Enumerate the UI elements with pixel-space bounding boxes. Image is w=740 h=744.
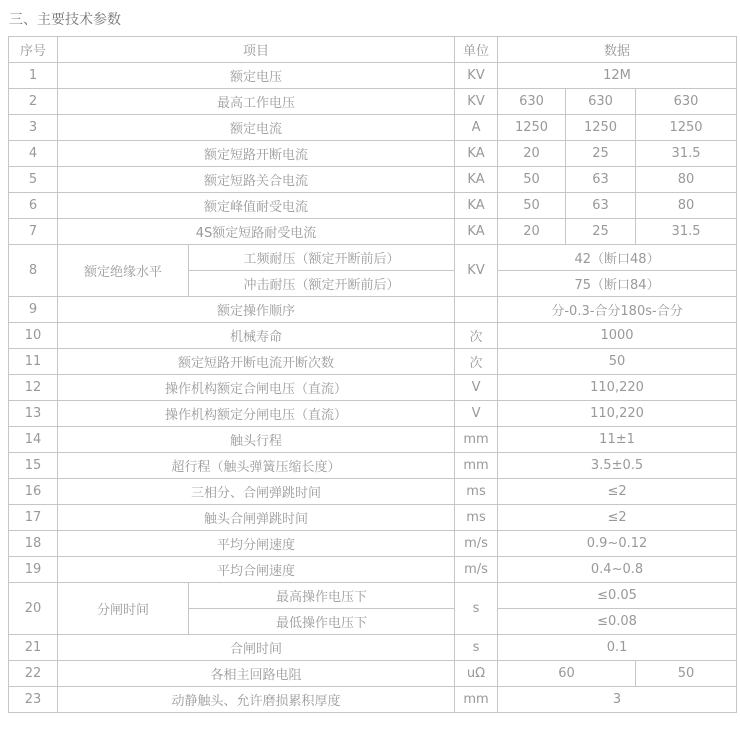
table-cell: KV — [455, 89, 498, 115]
table-row — [9, 349, 737, 375]
table-cell: 额定短路开断电流开断次数 — [58, 349, 455, 375]
table-cell: 超行程（触头弹簧压缩长度） — [58, 453, 455, 479]
table-row — [9, 661, 737, 687]
table-cell: 6 — [9, 193, 58, 219]
table-cell: 2 — [9, 89, 58, 115]
table-row — [9, 531, 737, 557]
table-cell: s — [455, 583, 498, 635]
table-cell: 50 — [498, 349, 737, 375]
table-cell: ms — [455, 505, 498, 531]
table-cell: 额定短路关合电流 — [58, 167, 455, 193]
table-cell: ms — [455, 479, 498, 505]
table-cell: V — [455, 375, 498, 401]
table-cell: 机械寿命 — [58, 323, 455, 349]
table-cell: 25 — [566, 141, 636, 167]
table-cell: 60 — [498, 661, 636, 687]
table-cell: 80 — [636, 193, 737, 219]
table-row — [9, 323, 737, 349]
table-cell: 42（断口48） — [498, 245, 737, 271]
table-cell: 7 — [9, 219, 58, 245]
table-cell: 额定操作顺序 — [58, 297, 455, 323]
table-row — [9, 427, 737, 453]
table-cell: 18 — [9, 531, 58, 557]
table-cell: 11 — [9, 349, 58, 375]
table-cell: 21 — [9, 635, 58, 661]
table-cell: 15 — [9, 453, 58, 479]
table-row — [9, 479, 737, 505]
table-row — [9, 401, 737, 427]
header-cell-index: 序号 — [9, 37, 58, 63]
table-cell: 1250 — [566, 115, 636, 141]
table-row — [9, 219, 737, 245]
table-cell: 0.4~0.8 — [498, 557, 737, 583]
header-cell-data: 数据 — [498, 37, 737, 63]
table-cell: 50 — [636, 661, 737, 687]
table-cell: 1 — [9, 63, 58, 89]
table-row — [9, 115, 737, 141]
table-row — [9, 583, 737, 609]
table-cell: 次 — [455, 323, 498, 349]
table-cell: 50 — [498, 193, 566, 219]
table-cell: 4 — [9, 141, 58, 167]
table-cell: 630 — [498, 89, 566, 115]
table-cell: KV — [455, 245, 498, 297]
header-cell-item: 项目 — [58, 37, 455, 63]
table-row — [9, 375, 737, 401]
table-cell: 31.5 — [636, 219, 737, 245]
table-cell: 4S额定短路耐受电流 — [58, 219, 455, 245]
table-cell: 0.9~0.12 — [498, 531, 737, 557]
table-cell: mm — [455, 453, 498, 479]
table-cell: 20 — [9, 583, 58, 635]
table-cell: 10 — [9, 323, 58, 349]
table-cell: 22 — [9, 661, 58, 687]
table-row — [9, 453, 737, 479]
table-cell: 3 — [9, 115, 58, 141]
table-cell — [455, 297, 498, 323]
table-cell: 20 — [498, 219, 566, 245]
table-row — [9, 297, 737, 323]
table-cell: 12 — [9, 375, 58, 401]
table-cell: KA — [455, 193, 498, 219]
table-cell: ≤0.08 — [498, 609, 737, 635]
table-cell: 操作机构额定分闸电压（直流） — [58, 401, 455, 427]
table-cell: 110,220 — [498, 401, 737, 427]
table-cell: 8 — [9, 245, 58, 297]
table-cell: mm — [455, 427, 498, 453]
table-cell: mm — [455, 687, 498, 713]
table-cell: 工频耐压（额定开断前后） — [189, 245, 455, 271]
table-cell: 动静触头、允许磨损累积厚度 — [58, 687, 455, 713]
table-cell: 14 — [9, 427, 58, 453]
table-cell: 63 — [566, 167, 636, 193]
table-cell: 三相分、合闸弹跳时间 — [58, 479, 455, 505]
table-cell: 17 — [9, 505, 58, 531]
table-cell: 25 — [566, 219, 636, 245]
table-cell: m/s — [455, 531, 498, 557]
table-cell: 0.1 — [498, 635, 737, 661]
table-cell: ≤0.05 — [498, 583, 737, 609]
table-cell: 20 — [498, 141, 566, 167]
table-cell: 触头合闸弹跳时间 — [58, 505, 455, 531]
table-cell: 13 — [9, 401, 58, 427]
table-cell: 3 — [498, 687, 737, 713]
table-cell: 63 — [566, 193, 636, 219]
table-cell: 50 — [498, 167, 566, 193]
table-row — [9, 63, 737, 89]
table-row — [9, 193, 737, 219]
table-cell: 1250 — [498, 115, 566, 141]
table-cell: 75（断口84） — [498, 271, 737, 297]
table-cell: 630 — [566, 89, 636, 115]
table-cell: 操作机构额定合闸电压（直流） — [58, 375, 455, 401]
table-cell: KA — [455, 141, 498, 167]
table-cell: 19 — [9, 557, 58, 583]
table-cell: 最高操作电压下 — [189, 583, 455, 609]
table-cell: 各相主回路电阻 — [58, 661, 455, 687]
table-cell: 80 — [636, 167, 737, 193]
table-cell: KA — [455, 219, 498, 245]
table-cell: 最低操作电压下 — [189, 609, 455, 635]
table-row — [9, 245, 737, 271]
table-cell: 分闸时间 — [58, 583, 189, 635]
table-row — [9, 89, 737, 115]
table-row — [9, 167, 737, 193]
table-cell: 16 — [9, 479, 58, 505]
tech-params-table — [8, 36, 737, 713]
table-cell: 触头行程 — [58, 427, 455, 453]
table-header-row — [9, 37, 737, 63]
table-cell: s — [455, 635, 498, 661]
table-cell: ≤2 — [498, 505, 737, 531]
table-cell: 110,220 — [498, 375, 737, 401]
table-cell: 平均分闸速度 — [58, 531, 455, 557]
table-cell: 额定绝缘水平 — [58, 245, 189, 297]
table-cell: V — [455, 401, 498, 427]
table-cell: 最高工作电压 — [58, 89, 455, 115]
table-cell: ≤2 — [498, 479, 737, 505]
table-cell: 1000 — [498, 323, 737, 349]
table-cell: 11±1 — [498, 427, 737, 453]
table-cell: 额定电流 — [58, 115, 455, 141]
table-row — [9, 635, 737, 661]
table-row — [9, 505, 737, 531]
table-row — [9, 557, 737, 583]
table-cell: 23 — [9, 687, 58, 713]
table-cell: KA — [455, 167, 498, 193]
table-cell: KV — [455, 63, 498, 89]
table-cell: 冲击耐压（额定开断前后） — [189, 271, 455, 297]
table-cell: 平均合闸速度 — [58, 557, 455, 583]
table-cell: 合闸时间 — [58, 635, 455, 661]
table-cell: uΩ — [455, 661, 498, 687]
table-cell: 额定电压 — [58, 63, 455, 89]
table-cell: 额定短路开断电流 — [58, 141, 455, 167]
table-row — [9, 687, 737, 713]
table-cell: 分-0.3-合分180s-合分 — [498, 297, 737, 323]
table-cell: 5 — [9, 167, 58, 193]
table-cell: m/s — [455, 557, 498, 583]
table-cell: 1250 — [636, 115, 737, 141]
table-cell: 次 — [455, 349, 498, 375]
table-cell: 12M — [498, 63, 737, 89]
table-cell: 630 — [636, 89, 737, 115]
table-cell: 3.5±0.5 — [498, 453, 737, 479]
table-cell: 9 — [9, 297, 58, 323]
table-row — [9, 141, 737, 167]
table-cell: 额定峰值耐受电流 — [58, 193, 455, 219]
table-cell: 31.5 — [636, 141, 737, 167]
page-title: 三、主要技术参数 — [9, 12, 121, 28]
header-cell-unit: 单位 — [455, 37, 498, 63]
table-cell: A — [455, 115, 498, 141]
